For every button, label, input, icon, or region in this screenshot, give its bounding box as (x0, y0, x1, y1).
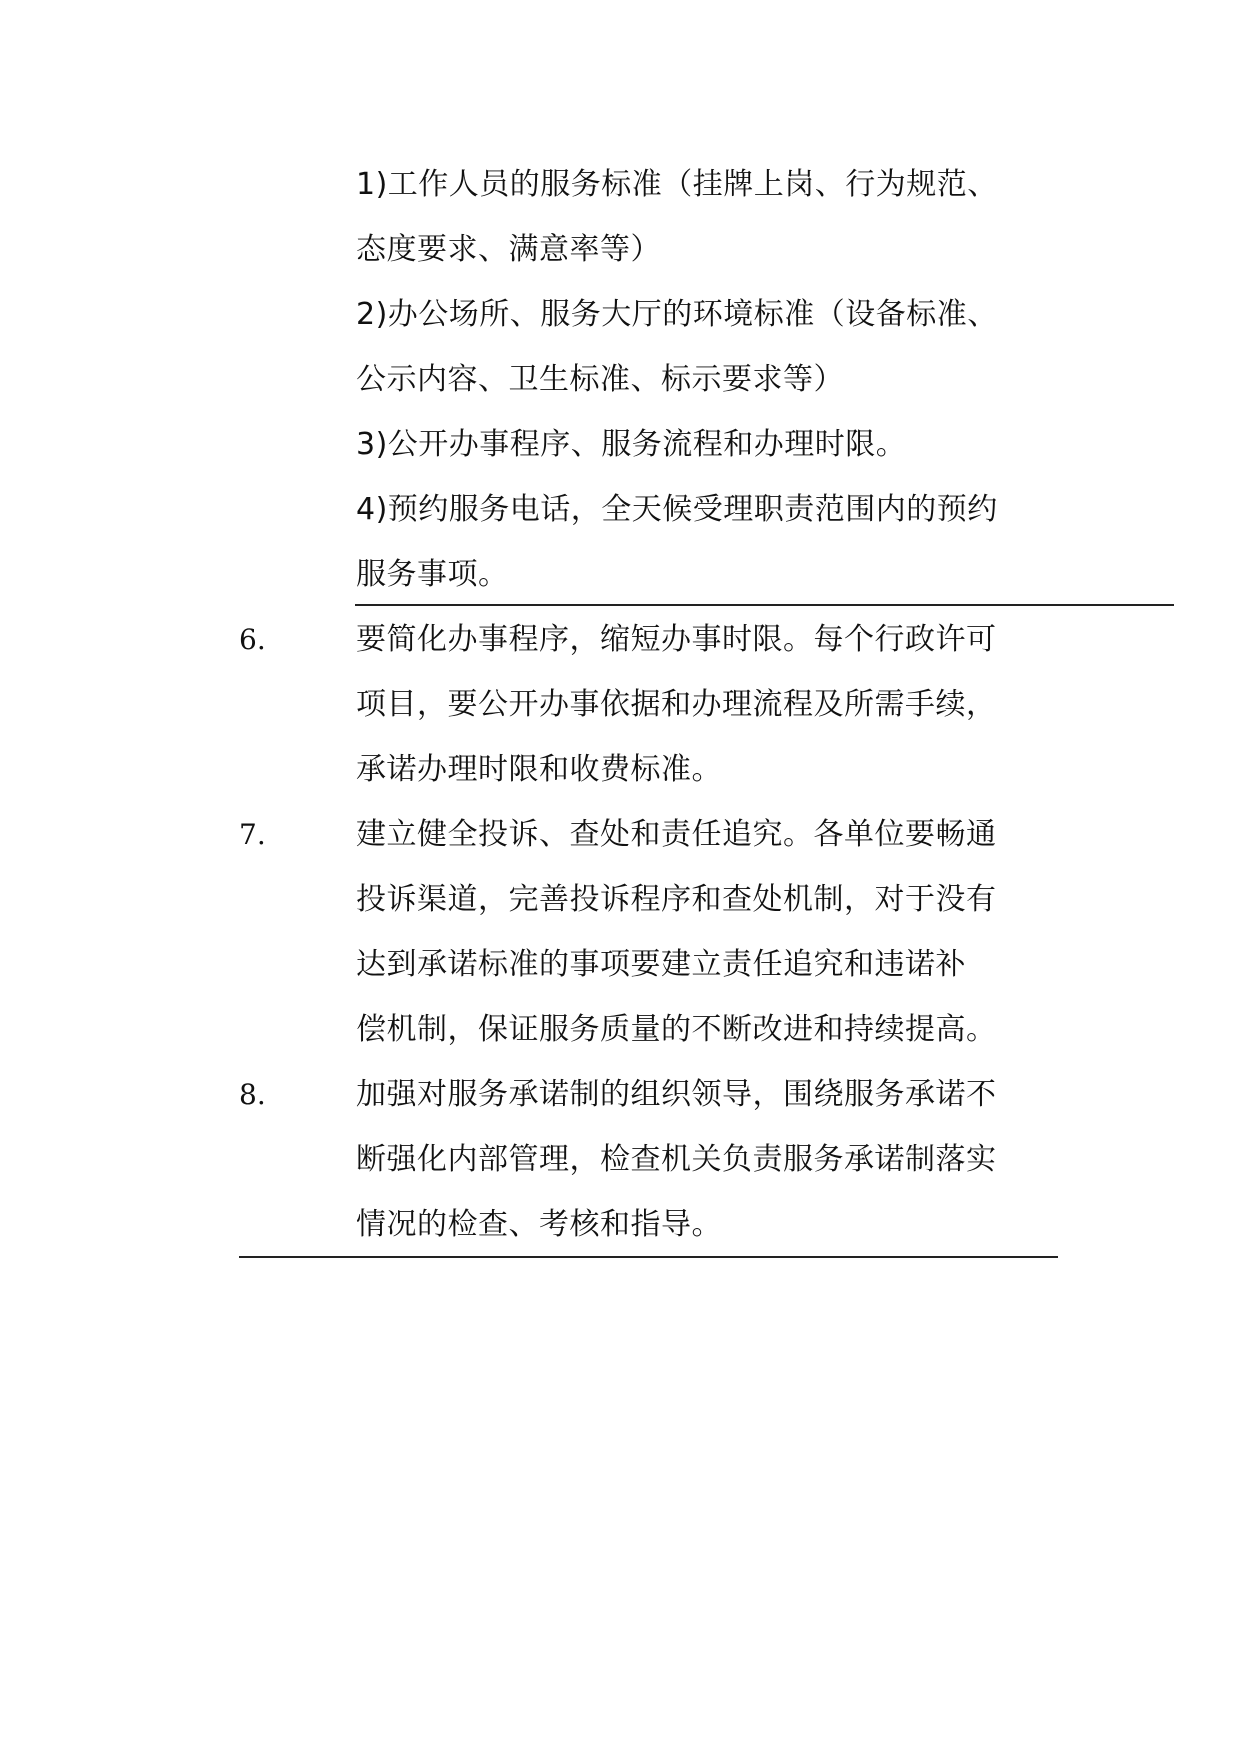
service-standards-sublist (239, 152, 1059, 607)
list-item-6-number: 6. (239, 623, 266, 656)
sublist-item-2-line-2: 公示内容、卫生标准、标示要求等） (356, 362, 844, 397)
list-item-6 (239, 607, 1059, 802)
numbered-list (239, 607, 1059, 1257)
sublist-item-1-line-1: 1)工作人员的服务标准（挂牌上岗、行为规范、 (356, 167, 998, 202)
list-item-8-line-1: 加强对服务承诺制的组织领导，围绕服务承诺不 (356, 1077, 997, 1112)
list-item-8-number: 8. (239, 1078, 266, 1111)
list-item-8-line-2: 断强化内部管理，检查机关负责服务承诺制落实 (356, 1142, 997, 1177)
list-item-7-line-1: 建立健全投诉、查处和责任追究。各单位要畅通 (356, 817, 997, 852)
sublist-item-2-line-1: 2)办公场所、服务大厅的环境标准（设备标准、 (356, 297, 998, 332)
list-item-8-line-3: 情况的检查、考核和指导。 (356, 1207, 722, 1242)
list-item-7-number: 7. (239, 818, 266, 851)
sublist-item-4-line-2: 服务事项。 (356, 557, 509, 592)
list-item-6-line-1: 要简化办事程序，缩短办事时限。每个行政许可 (356, 622, 997, 657)
divider-rule-top (355, 604, 1174, 606)
list-item-6-line-2: 项目，要公开办事依据和办理流程及所需手续， (356, 687, 997, 722)
list-item-7 (239, 802, 1059, 1062)
list-item-8 (239, 1062, 1059, 1257)
list-item-6-line-3: 承诺办理时限和收费标准。 (356, 752, 722, 787)
list-item-7-line-4: 偿机制，保证服务质量的不断改进和持续提高。 (356, 1012, 997, 1047)
list-item-7-line-3: 达到承诺标准的事项要建立责任追究和违诺补 (356, 947, 966, 982)
list-item-7-line-2: 投诉渠道，完善投诉程序和查处机制，对于没有 (356, 882, 997, 917)
sublist-item-3-line-1: 3)公开办事程序、服务流程和办理时限。 (356, 427, 907, 462)
sublist-item-4-line-1: 4)预约服务电话，全天候受理职责范围内的预约 (356, 492, 998, 527)
sublist-item-1-line-2: 态度要求、满意率等） (356, 232, 661, 267)
divider-rule-bottom (239, 1256, 1058, 1258)
